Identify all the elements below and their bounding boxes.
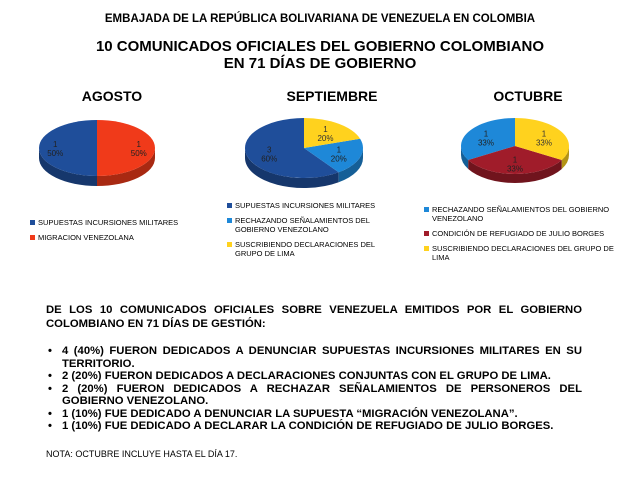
pie-label-value: 1 — [53, 140, 58, 149]
legend-label: MIGRACION VENEZOLANA — [38, 233, 134, 242]
legend-item — [424, 229, 624, 238]
bullet-dot: • — [48, 382, 52, 395]
summary-bullet-list — [46, 345, 582, 433]
legend-swatch — [424, 231, 429, 236]
pie-label-value: 1 — [323, 124, 328, 134]
bullet-dot: • — [48, 345, 52, 357]
pie-label-value: 1 — [483, 129, 489, 139]
bullet-text: 1 (10%) FUE DEDICADO A DENUNCIAR LA SUPUESTA “MIGRACIÓN VENEZOLANA”. — [62, 407, 518, 420]
pie-label-value: 1 — [541, 129, 547, 139]
embassy-header: EMBAJADA DE LA REPÚBLICA BOLIVARIANA DE VENEZUELA EN COLOMBIA — [104, 13, 536, 25]
legend-item — [227, 201, 397, 210]
bullet-text: 1 (10%) FUE DEDICADO A DECLARAR LA CONDICIÓN DE REFUGIADO DE JULIO BORGES. — [62, 420, 554, 432]
chart-title-octubre: OCTUBRE — [493, 88, 563, 104]
chart-title-agosto: AGOSTO — [81, 88, 143, 104]
summary-bullet — [46, 370, 582, 383]
chart-title-septiembre: SEPTIEMBRE — [286, 88, 378, 104]
pie-label-percent: 20% — [330, 154, 347, 164]
pie-label-percent: 50% — [47, 149, 64, 158]
summary-bullet — [46, 420, 582, 433]
legend-label: SUPUESTAS INCURSIONES MILITARES — [38, 218, 179, 227]
legend-label: SUPUESTAS INCURSIONES MILITARES — [235, 201, 376, 210]
legend-swatch — [30, 220, 35, 225]
legend-label: SUSCRIBIENDO DECLARACIONES DEL GRUPO DE LIMA — [432, 244, 614, 262]
legend-label: SUSCRIBIENDO DECLARACIONES DEL GRUPO DE LIMA — [235, 240, 375, 258]
pie-label-percent: 33% — [477, 138, 495, 148]
pie-label-percent: 33% — [506, 164, 524, 174]
bullet-dot: • — [48, 370, 52, 382]
pie-chart-agosto — [37, 118, 157, 190]
pie-label-percent: 60% — [261, 154, 278, 164]
legend-octubre — [424, 205, 624, 268]
pie-label-percent: 20% — [317, 133, 334, 143]
bullet-dot: • — [48, 407, 52, 420]
legend-label: CONDICIÓN DE REFUGIADO DE JULIO BORGES — [432, 229, 605, 238]
bullet-text: 2 (20%) FUERON DEDICADOS A RECHAZAR SEÑALAMIENTOS DE PERSONEROS DEL GOBIERNO VENEZOLANO. — [62, 382, 582, 407]
legend-swatch — [30, 235, 35, 240]
legend-agosto — [30, 218, 200, 248]
legend-item — [227, 216, 397, 234]
legend-label: RECHAZANDO SEÑALAMIENTOS DEL GOBIERNO VENEZOLANO — [432, 205, 610, 223]
summary-bullet — [46, 408, 582, 421]
footnote: NOTA: OCTUBRE INCLUYE HASTA EL DÍA 17. — [46, 449, 238, 459]
pie-label-value: 1 — [336, 145, 342, 155]
legend-swatch — [227, 242, 232, 247]
pie-label-percent: 33% — [535, 138, 553, 148]
legend-swatch — [227, 218, 232, 223]
bullet-text: 4 (40%) FUERON DEDICADOS A DENUNCIAR SUPUESTAS INCURSIONES MILITARES EN SU TERRITORIO. — [62, 345, 582, 370]
summary-intro: DE LOS 10 COMUNICADOS OFICIALES SOBRE VENEZUELA EMITIDOS POR EL GOBIERNO COLOMBIANO EN 71 DÍAS DE GESTIÓN: — [46, 304, 582, 330]
legend-item — [30, 218, 200, 227]
legend-septiembre — [227, 201, 397, 264]
pie-label-percent: 50% — [130, 149, 147, 158]
page-title-line-2: EN 71 DÍAS DE GOBIERNO — [223, 55, 417, 72]
pie-chart-octubre — [459, 117, 571, 185]
bullet-dot: • — [48, 420, 52, 432]
pie-chart-septiembre — [243, 116, 365, 192]
summary-bullet — [46, 345, 582, 370]
page-title-line-1: 10 COMUNICADOS OFICIALES DEL GOBIERNO COLOMBIANO — [95, 38, 545, 55]
legend-item — [30, 233, 200, 242]
legend-swatch — [424, 207, 429, 212]
legend-label: RECHAZANDO SEÑALAMIENTOS DEL GOBIERNO VENEZOLANO — [235, 216, 370, 234]
legend-item — [424, 205, 624, 223]
summary-bullet — [46, 383, 582, 408]
pie-label-value: 3 — [266, 145, 272, 155]
pie-label-value: 1 — [136, 140, 141, 149]
legend-item — [424, 244, 624, 262]
pie-label-value: 1 — [512, 155, 518, 165]
legend-swatch — [424, 246, 429, 251]
bullet-text: 2 (20%) FUERON DEDICADOS A DECLARACIONES CONJUNTAS CON EL GRUPO DE LIMA. — [62, 370, 551, 382]
legend-swatch — [227, 203, 232, 208]
legend-item — [227, 240, 397, 258]
